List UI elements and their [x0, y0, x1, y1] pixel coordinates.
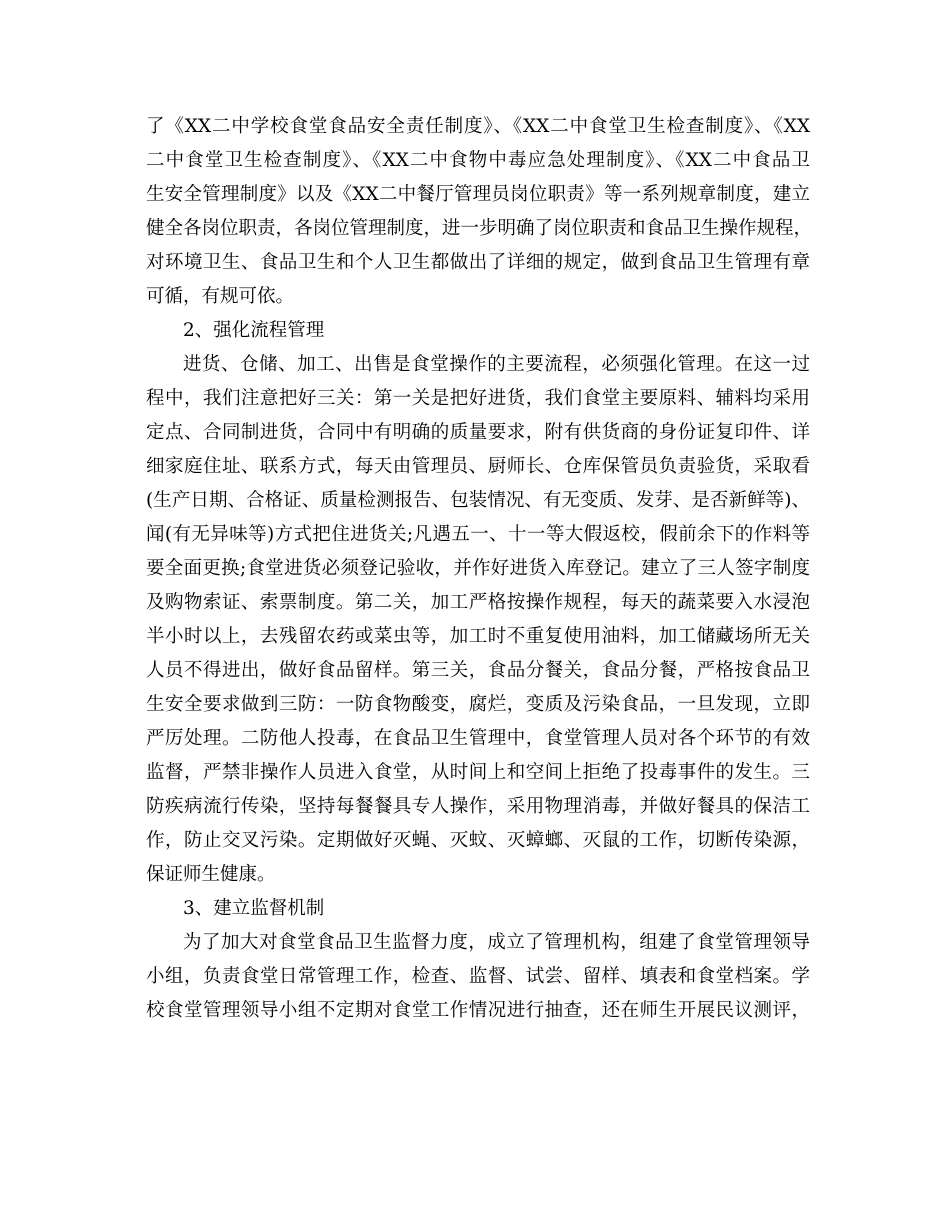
text-line: 为了加大对食堂食品卫生监督力度，成立了管理机构，组建了食堂管理领导 [183, 932, 810, 953]
text-line: 作，防止交叉污染。定期做好灭蝇、灭蚊、灭蟑螂、灭鼠的工作，切断传染源， [146, 830, 810, 851]
text-line: 闻(有无异味等)方式把住进货关;凡遇五一、十一等大假返校，假前余下的作料等 [146, 524, 810, 545]
text-line: 小组，负责食堂日常管理工作，检查、监督、试尝、留样、填表和食堂档案。学 [146, 966, 810, 987]
paragraph [146, 348, 810, 892]
text-line: 及购物索证、索票制度。第二关，加工严格按操作规程，每天的蔬菜要入水浸泡 [146, 592, 810, 613]
document-page [146, 110, 813, 1028]
text-line: 人员不得进出，做好食品留样。第三关，食品分餐关，食品分餐，严格按食品卫 [146, 660, 810, 681]
text-line: 可循，有规可依。 [146, 286, 295, 307]
text-line: 校食堂管理领导小组不定期对食堂工作情况进行抽查，还在师生开展民议测评， [146, 1000, 810, 1021]
text-line: 对环境卫生、食品卫生和个人卫生都做出了详细的规定，做到食品卫生管理有章 [146, 252, 810, 273]
heading-text: 2、强化流程管理 [183, 320, 325, 341]
text-line: 保证师生健康。 [146, 864, 276, 885]
text-line: 生安全要求做到三防：一防食物酸变，腐烂，变质及污染食品，一旦发现，立即 [146, 694, 810, 715]
text-line: 生安全管理制度》以及《XX二中餐厅管理员岗位职责》等一系列规章制度，建立 [146, 184, 810, 205]
text-line: (生产日期、合格证、质量检测报告、包装情况、有无变质、发芽、是否新鲜等)、 [146, 490, 810, 511]
paragraph [146, 110, 813, 314]
text-line: 了《XX二中学校食堂食品安全责任制度》、《XX二中食堂卫生检查制度》、《XX [146, 116, 810, 137]
text-line: 细家庭住址、联系方式，每天由管理员、厨师长、仓库保管员负责验货，采取看 [146, 456, 810, 477]
text-line: 二中食堂卫生检查制度》、《XX二中食物中毒应急处理制度》、《XX二中食品卫 [146, 150, 810, 171]
text-line: 定点、合同制进货，合同中有明确的质量要求，附有供货商的身份证复印件、详 [146, 422, 810, 443]
text-line: 半小时以上，去残留农药或菜虫等，加工时不重复使用油料，加工储藏场所无关 [146, 626, 810, 647]
text-line: 进货、仓储、加工、出售是食堂操作的主要流程，必须强化管理。在这一过 [183, 354, 810, 375]
section-heading [146, 314, 810, 348]
text-line: 健全各岗位职责，各岗位管理制度，进一步明确了岗位职责和食品卫生操作规程， [146, 218, 813, 239]
paragraph [146, 926, 810, 1028]
heading-text: 3、建立监督机制 [183, 898, 325, 919]
text-line: 防疾病流行传染，坚持每餐餐具专人操作，采用物理消毒，并做好餐具的保洁工 [146, 796, 810, 817]
section-heading [146, 892, 810, 926]
text-line: 程中，我们注意把好三关：第一关是把好进货，我们食堂主要原料、辅料均采用 [146, 388, 810, 409]
text-line: 严厉处理。二防他人投毒，在食品卫生管理中，食堂管理人员对各个环节的有效 [146, 728, 810, 749]
text-line: 监督，严禁非操作人员进入食堂，从时间上和空间上拒绝了投毒事件的发生。三 [146, 762, 810, 783]
text-line: 要全面更换;食堂进货必须登记验收，并作好进货入库登记。建立了三人签字制度 [146, 558, 810, 579]
